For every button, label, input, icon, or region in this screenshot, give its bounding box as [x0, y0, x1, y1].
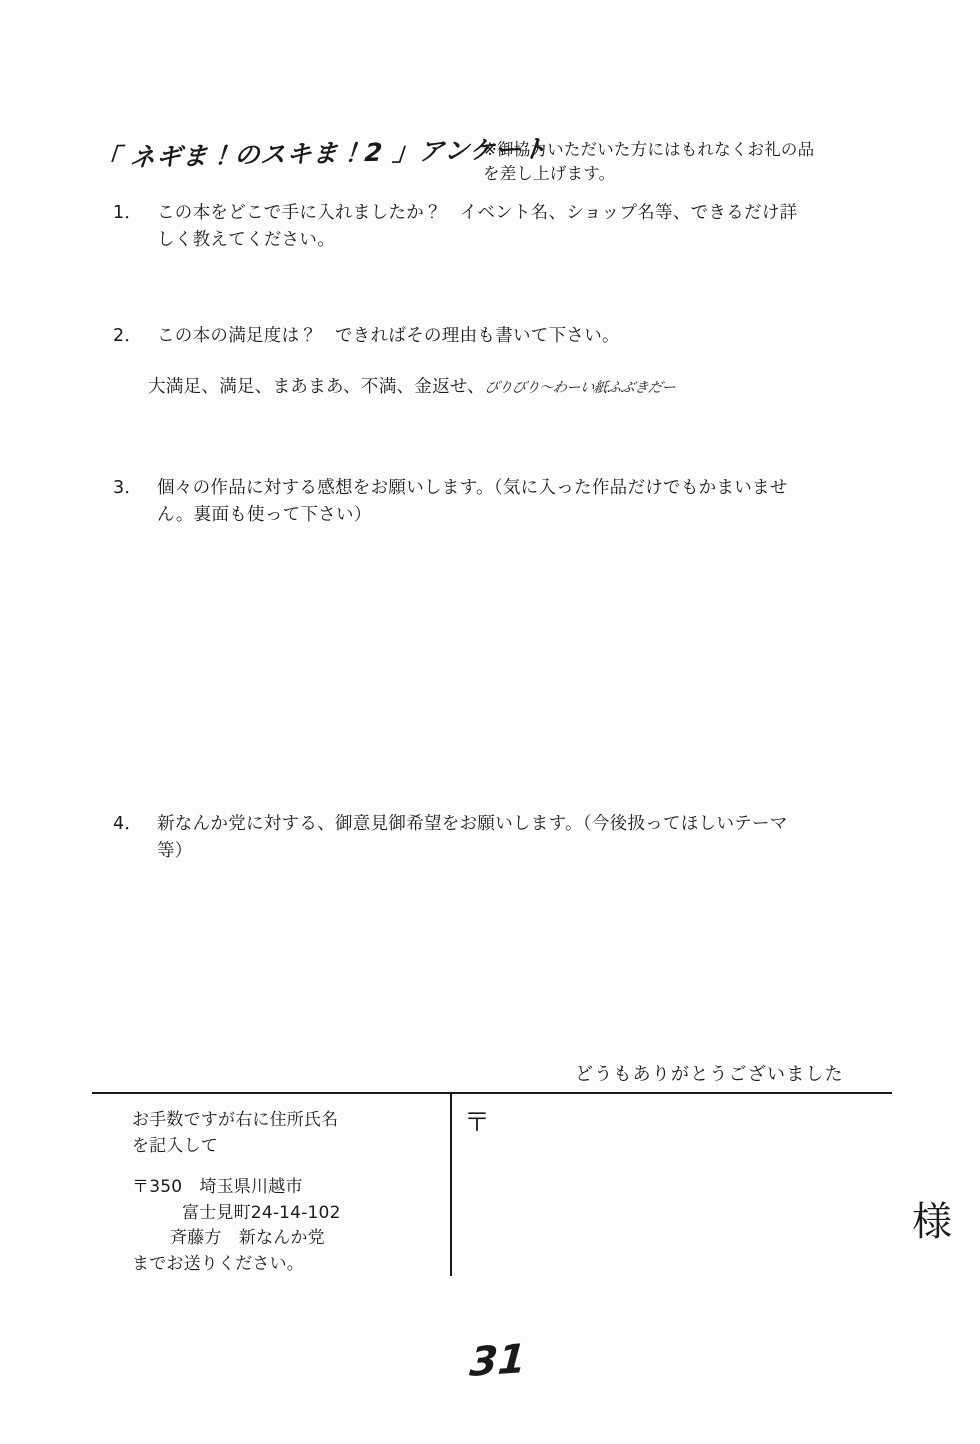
question-4 — [113, 811, 913, 865]
address-postal-line: 〒350 埼玉県川越市 — [132, 1177, 303, 1197]
question-2-choices — [148, 373, 675, 398]
page-title: 「 ネギま！のスキま！2 」アンケート — [93, 134, 549, 173]
header-note-line2: を差し上げます。 — [483, 163, 616, 183]
header-note-line1: ※御協力いただいた方にはもれなくお礼の品 — [483, 140, 815, 159]
question-2-text — [157, 323, 913, 350]
thanks-text: どうもありがとうございました — [575, 1064, 844, 1085]
address-line-2: 富士見町24-14-102 — [182, 1202, 341, 1223]
question-4-number: 4． — [113, 814, 143, 834]
question-2-number: 2． — [113, 326, 143, 346]
page-number: 31 — [468, 1336, 528, 1386]
question-3 — [113, 475, 913, 529]
address-instruction-line2: を記入して — [132, 1135, 218, 1156]
question-3-line2: ん。裏面も使って下さい） — [157, 505, 372, 526]
address-closing-line: までお送りください。 — [132, 1253, 304, 1274]
question-1-number: 1． — [113, 203, 143, 223]
address-instructions — [132, 1108, 432, 1277]
question-2 — [113, 323, 913, 350]
question-1-text — [157, 200, 913, 254]
question-2-choice-list: 大満足、満足、まあまあ、不満、金返せ、 — [148, 377, 485, 397]
spacer — [132, 1159, 432, 1175]
header — [95, 134, 905, 186]
question-4-text — [157, 811, 913, 865]
honorific-sama: 様 — [912, 1199, 952, 1245]
address-line-3: 斉藤方 新なんか党 — [170, 1228, 325, 1248]
question-3-text — [157, 475, 913, 529]
address-box — [92, 1092, 952, 1276]
question-2-line1: この本の満足度は？ できればその理由も書いて下さい。 — [157, 326, 620, 346]
question-1-line1: この本をどこで手に入れましたか？ イベント名、ショップ名等、できるだけ詳 — [157, 203, 798, 223]
address-instruction-line1: お手数ですが右に住所氏名 — [132, 1110, 339, 1130]
question-3-number: 3． — [113, 478, 143, 498]
header-note — [483, 138, 903, 186]
question-4-line2: 等） — [157, 841, 193, 862]
postal-mark-icon: 〒 — [464, 1108, 491, 1138]
question-1-line2: しく教えてください。 — [157, 230, 335, 251]
question-2-handwritten-choice: びりびり～わーい紙ふぶきだー — [483, 380, 677, 396]
question-4-line1: 新なんか党に対する、御意見御希望をお願いします。（今後扱ってほしいテーマ — [157, 814, 788, 834]
question-3-line1: 個々の作品に対する感想をお願いします。（気に入った作品だけでもかまいませ — [157, 478, 788, 498]
question-1 — [113, 200, 913, 254]
